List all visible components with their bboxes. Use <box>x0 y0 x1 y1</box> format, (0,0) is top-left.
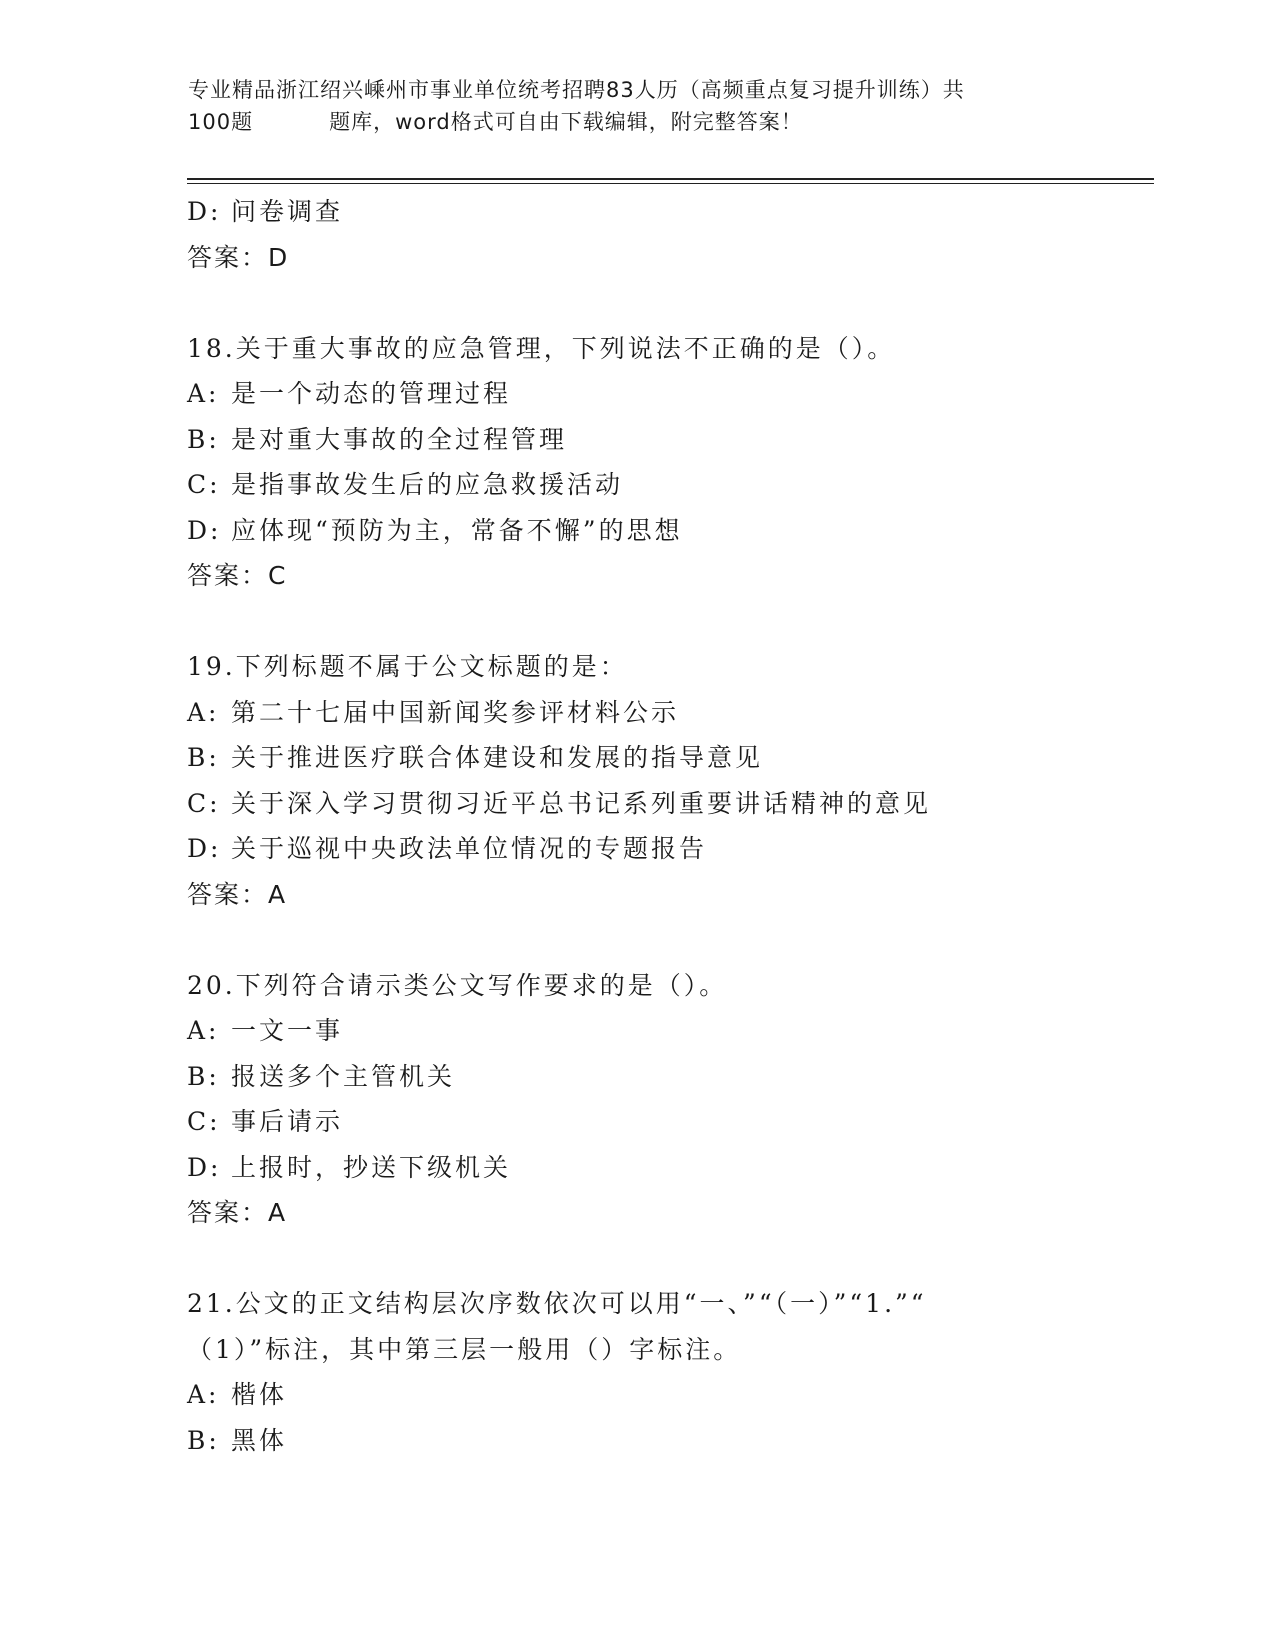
option-key: B: <box>187 424 220 454</box>
question-20-option-d <box>187 1145 1147 1191</box>
prev-answer: 答案：D <box>187 242 290 272</box>
question-18-stem: 18.关于重大事故的应急管理，下列说法不正确的是（）。 <box>187 333 896 363</box>
option-key: B: <box>187 743 220 772</box>
option-key: A: <box>187 379 220 408</box>
question-20-option-b <box>187 1054 1147 1100</box>
option-text: 一文一事 <box>231 1016 344 1045</box>
question-19-option-d <box>187 826 1147 872</box>
question-20-option-c <box>187 1099 1147 1145</box>
option-text: 是对重大事故的全过程管理 <box>231 424 568 454</box>
question-18-option-c <box>187 462 1147 508</box>
option-text: 关于推进医疗联合体建设和发展的指导意见 <box>231 743 764 772</box>
question-18-answer: 答案：C <box>187 561 288 590</box>
question-18-option-a <box>187 371 1147 417</box>
option-text: 第二十七届中国新闻奖参评材料公示 <box>231 697 680 727</box>
option-key: D: <box>187 197 222 226</box>
option-text: 楷体 <box>231 1380 288 1409</box>
option-text: 上报时，抄送下级机关 <box>231 1152 512 1182</box>
option-key: C: <box>187 788 221 818</box>
option-text: 应体现“预防为主，常备不懈”的思想 <box>231 515 683 545</box>
header-count: 100题 <box>188 110 254 134</box>
question-18-option-b <box>187 417 1147 463</box>
option-text: 关于深入学习贯彻习近平总书记系列重要讲话精神的意见 <box>231 788 932 818</box>
header-title-line1: 专业精品浙江绍兴嵊州市事业单位统考招聘83人历（高频重点复习提升训练）共 <box>188 78 965 102</box>
question-21-option-a <box>187 1372 1147 1418</box>
option-key: B: <box>187 1061 220 1091</box>
question-20-answer: 答案：A <box>187 1198 288 1227</box>
option-key: D: <box>187 1152 222 1182</box>
question-19-answer: 答案：A <box>187 879 288 909</box>
option-key: A: <box>187 697 220 727</box>
question-20-stem: 20.下列符合请示类公文写作要求的是（）。 <box>187 970 728 1000</box>
option-key: B: <box>187 1425 220 1455</box>
option-text: 报送多个主管机关 <box>231 1061 456 1091</box>
option-text: 问卷调查 <box>231 197 344 226</box>
header-title-line2 <box>188 106 1088 138</box>
question-21-stem-line2: （1）”标注，其中第三层一般用（）字标注。 <box>187 1334 742 1364</box>
question-19-option-b <box>187 735 1147 781</box>
question-21-stem-line1: 21.公文的正文结构层次序数依次可以用“一、”“（一）”“1.”“ <box>187 1289 927 1318</box>
option-key: A: <box>187 1016 220 1045</box>
header-divider-thin <box>187 183 1154 184</box>
option-text: 关于巡视中央政法单位情况的专题报告 <box>231 834 708 863</box>
document-header <box>188 74 1088 138</box>
option-key: D: <box>187 834 222 863</box>
header-divider-thick <box>187 178 1154 180</box>
question-21-option-b <box>187 1418 1147 1464</box>
option-key: C: <box>187 1107 221 1136</box>
prev-option-d <box>187 189 1147 235</box>
question-18-option-d <box>187 508 1147 554</box>
option-key: C: <box>187 470 221 499</box>
option-text: 黑体 <box>231 1425 288 1455</box>
question-list <box>187 189 1147 1463</box>
question-19-option-c <box>187 781 1147 827</box>
question-19-stem: 19.下列标题不属于公文标题的是： <box>187 652 628 681</box>
header-subtitle: 题库，word格式可自由下载编辑，附完整答案！ <box>329 110 803 134</box>
option-text: 是指事故发生后的应急救援活动 <box>231 470 624 499</box>
option-key: A: <box>187 1380 220 1409</box>
option-text: 事后请示 <box>231 1107 344 1136</box>
question-19-option-a <box>187 690 1147 736</box>
option-text: 是一个动态的管理过程 <box>231 379 512 408</box>
question-20-option-a <box>187 1008 1147 1054</box>
option-key: D: <box>187 515 222 545</box>
